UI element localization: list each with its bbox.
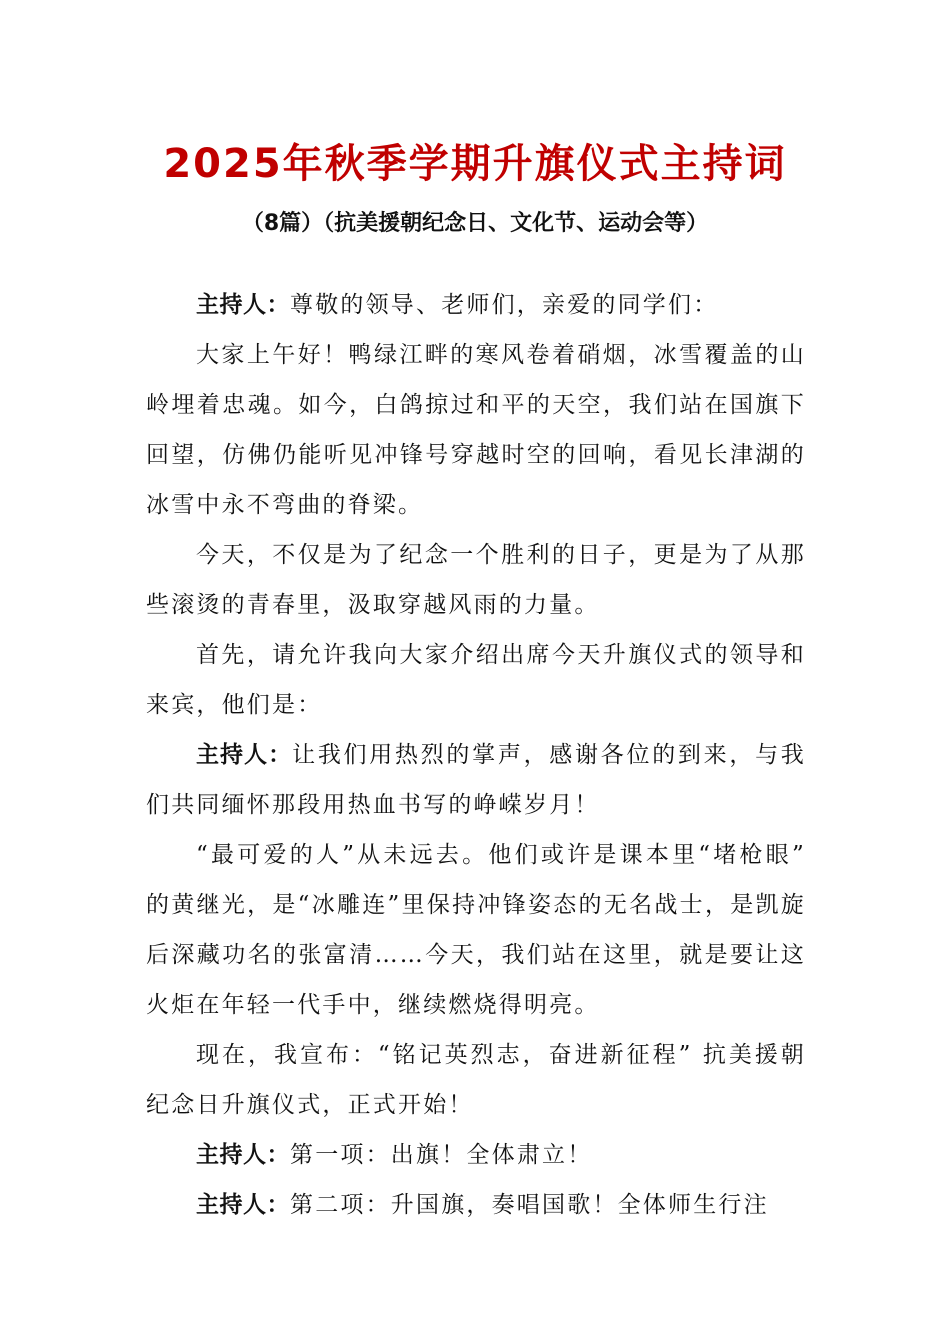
paragraph-text: 今天，不仅是为了纪念一个胜利的日子，更是为了从那些滚烫的青春里，汲取穿越风雨的力量。: [146, 542, 806, 618]
paragraph-text: 尊敬的领导、老师们，亲爱的同学们：: [290, 292, 719, 318]
speaker-label: 主持人：: [196, 292, 290, 318]
speaker-label: 主持人：: [196, 742, 293, 768]
paragraph-text: 大家上午好！鸭绿江畔的寒风卷着硝烟，冰雪覆盖的山岭埋着忠魂。如今，白鸽掠过和平的天空，我们站在国旗下回望，仿佛仍能听见冲锋号穿越时空的回响，看见长津湖的冰雪中永不弯曲的脊梁。: [146, 342, 806, 518]
paragraph: [146, 1180, 806, 1230]
paragraph: [146, 630, 806, 730]
speaker-label: 主持人：: [196, 1192, 290, 1218]
paragraph-text: 第一项：出旗！全体肃立！: [290, 1142, 593, 1168]
paragraph-text: 首先，请允许我向大家介绍出席今天升旗仪式的领导和来宾，他们是：: [146, 642, 806, 718]
paragraph: [146, 830, 806, 1030]
paragraph-text: 现在，我宣布：“铭记英烈志，奋进新征程” 抗美援朝纪念日升旗仪式，正式开始！: [146, 1042, 806, 1118]
paragraph-text: 让我们用热烈的掌声，感谢各位的到来，与我们共同缅怀那段用热血书写的峥嵘岁月！: [146, 742, 807, 818]
document-subtitle: （8篇）（抗美援朝纪念日、文化节、运动会等）: [241, 211, 709, 236]
paragraph: [146, 1030, 806, 1130]
paragraph: [146, 280, 806, 330]
document-body: [146, 280, 806, 1230]
paragraph: [146, 530, 806, 630]
paragraph: [146, 730, 806, 830]
paragraph: [146, 1130, 806, 1180]
paragraph-text: “最可爱的人”从未远去。他们或许是课本里“堵枪眼” 的黄继光，是“冰雕连”里保持冲锋姿态的无名战士，是凯旋后深藏功名的张富清……今天，我们站在这里，就是要让这火炬在年轻一代手中，继续燃烧得明亮。: [146, 842, 806, 1018]
document-title: 2025年秋季学期升旗仪式主持词: [163, 141, 787, 187]
paragraph: [146, 330, 806, 530]
speaker-label: 主持人：: [196, 1142, 290, 1168]
paragraph-text: 第二项：升国旗，奏唱国歌！全体师生行注: [290, 1192, 769, 1218]
